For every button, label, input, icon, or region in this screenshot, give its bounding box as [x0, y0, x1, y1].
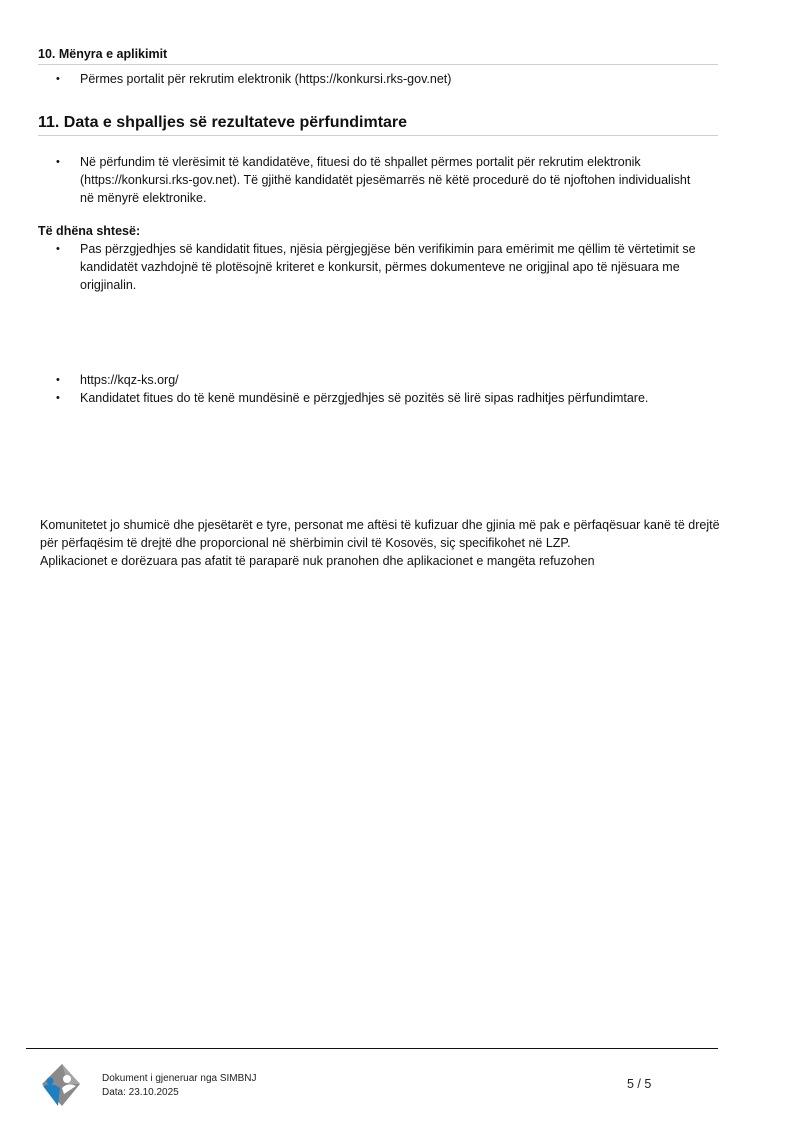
- section-11-list: [38, 153, 718, 207]
- notice-line: Komunitetet jo shumicë dhe pjesëtarët e tyre, personat me aftësi të kufizuar dhe gjinia më pak e përfaqësuar kanë të drejtë për përfaqësim të drejtë dhe proporcional në shërbimin civil të Kosovës, siç specifikohet në LZP.: [40, 518, 720, 550]
- generated-by-text: Dokument i gjeneruar nga SIMBNJ: [102, 1073, 257, 1084]
- section-11-title: 11. Data e shpalljes së rezultateve përfundimtare: [38, 114, 718, 136]
- list-item: • Përmes portalit për rekrutim elektronik (https://konkursi.rks-gov.net): [38, 70, 718, 88]
- list-item: • https://kqz-ks.org/: [38, 371, 718, 389]
- additional-info-heading: Të dhëna shtesë:: [38, 224, 141, 238]
- section-10-title: 10. Mënyra e aplikimit: [38, 47, 718, 65]
- additional-info-list: [38, 240, 718, 294]
- additional-info-list-2: [38, 371, 718, 407]
- list-item: • Pas përzgjedhjes së kandidatit fitues, njësia përgjegjëse bën verifikimin para emërimit me qëllim të vërtetimit se kandidatët vazhdojnë të plotësojnë kriteret e konkursit, përmes dokumenteve ne origjinal apo të njësuara me origjinalin.: [38, 240, 718, 294]
- notice-line: Aplikacionet e dorëzuara pas afatit të paraparë nuk pranohen dhe aplikacionet e mangëta refuzohen: [40, 554, 595, 568]
- list-item: • Kandidatet fitues do të kenë mundësinë e përzgjedhjes së pozitës së lirë sipas radhitjes përfundimtare.: [38, 389, 718, 407]
- section-10-list: [38, 70, 718, 88]
- footer-divider: [26, 1048, 718, 1049]
- simbnj-logo-icon: [38, 1062, 82, 1108]
- notice-paragraph: [40, 516, 720, 570]
- list-item: • Në përfundim të vlerësimit të kandidatëve, fituesi do të shpallet përmes portalit për rekrutim elektronik (https://konkursi.rks-gov.net). Të gjithë kandidatët pjesëmarrës në këtë procedurë do të njoftohen individualisht në mënyrë elektronike.: [38, 153, 718, 207]
- generated-date: Data: 23.10.2025: [102, 1087, 179, 1098]
- footer-info: [102, 1072, 257, 1100]
- page-number: 5 / 5: [627, 1077, 652, 1091]
